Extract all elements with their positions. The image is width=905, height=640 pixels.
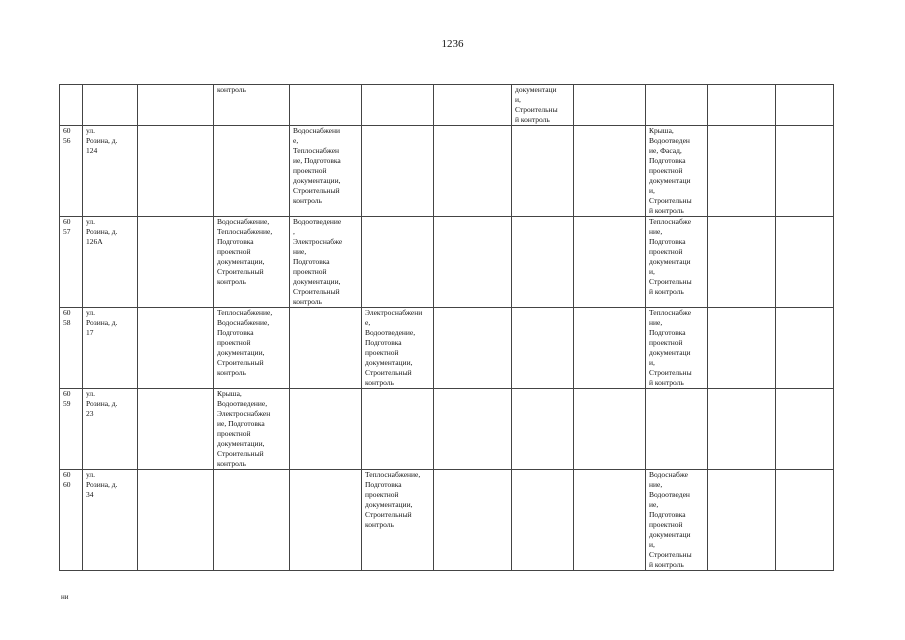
work-cell: Теплоснабжение, Подготовка проектной документации, Строительный контроль [362, 470, 434, 571]
address-cell: ул. Розина, д. 126А [83, 217, 138, 308]
work-cell [138, 308, 214, 389]
work-cell [574, 126, 646, 217]
work-cell: Водоснабже ние, Водоотведен ие, Подготовка проектной документаци и, Строительны й контроль [646, 470, 708, 571]
work-cell [434, 308, 512, 389]
repair-schedule-table [59, 84, 834, 571]
work-cell [362, 389, 434, 470]
footer-mark: ни [61, 593, 69, 601]
page-number: 1236 [441, 38, 464, 50]
work-cell [776, 217, 834, 308]
table-row [60, 217, 834, 308]
work-cell [708, 126, 776, 217]
row-number-cell [60, 85, 83, 126]
work-cell [214, 470, 290, 571]
work-cell: Водоотведение , Электроснабже ние, Подготовка проектной документации, Строительный контроль [290, 217, 362, 308]
row-number-cell: 60 59 [60, 389, 83, 470]
work-cell [434, 126, 512, 217]
table-row [60, 470, 834, 571]
table-row [60, 85, 834, 126]
address-cell [83, 85, 138, 126]
work-cell: Крыша, Водоотведен ие, Фасад, Подготовка проектной документаци и, Строительны й контроль [646, 126, 708, 217]
work-cell [708, 389, 776, 470]
work-cell [138, 126, 214, 217]
work-cell [434, 389, 512, 470]
address-cell: ул. Розина, д. 34 [83, 470, 138, 571]
work-cell: Электроснабжени е, Водоотведение, Подготовка проектной документации, Строительный контроль [362, 308, 434, 389]
work-cell [290, 470, 362, 571]
row-number-cell: 60 60 [60, 470, 83, 571]
work-cell [776, 126, 834, 217]
work-cell [776, 389, 834, 470]
work-cell: Теплоснабже ние, Подготовка проектной документаци и, Строительны й контроль [646, 308, 708, 389]
work-cell: Теплоснабже ние, Подготовка проектной документаци и, Строительны й контроль [646, 217, 708, 308]
work-cell [214, 126, 290, 217]
work-cell [574, 389, 646, 470]
work-cell [708, 85, 776, 126]
work-cell [708, 217, 776, 308]
address-cell: ул. Розина, д. 17 [83, 308, 138, 389]
work-cell [434, 85, 512, 126]
work-cell [434, 217, 512, 308]
work-cell [776, 470, 834, 571]
row-number-cell: 60 56 [60, 126, 83, 217]
work-cell [708, 470, 776, 571]
row-number-cell: 60 58 [60, 308, 83, 389]
work-cell [512, 217, 574, 308]
work-cell [646, 389, 708, 470]
work-cell [362, 126, 434, 217]
table-row [60, 308, 834, 389]
work-cell: Водоснабжени е, Теплоснабжен ие, Подготовка проектной документации, Строительный контроль [290, 126, 362, 217]
work-cell [290, 308, 362, 389]
work-cell [574, 308, 646, 389]
work-cell [290, 85, 362, 126]
work-cell: контроль [214, 85, 290, 126]
address-cell: ул. Розина, д. 23 [83, 389, 138, 470]
work-cell: документаци и, Строительны й контроль [512, 85, 574, 126]
row-number-cell: 60 57 [60, 217, 83, 308]
work-cell [574, 470, 646, 571]
work-cell [512, 126, 574, 217]
work-cell [574, 85, 646, 126]
work-cell [512, 389, 574, 470]
work-cell [138, 85, 214, 126]
work-cell [138, 470, 214, 571]
address-cell: ул. Розина, д. 124 [83, 126, 138, 217]
table-row [60, 389, 834, 470]
work-cell [290, 389, 362, 470]
work-cell [512, 470, 574, 571]
work-cell [574, 217, 646, 308]
work-cell [776, 85, 834, 126]
work-cell [646, 85, 708, 126]
table-row [60, 126, 834, 217]
work-cell [362, 217, 434, 308]
work-cell [512, 308, 574, 389]
work-cell: Теплоснабжение, Водоснабжение, Подготовка проектной документации, Строительный контроль [214, 308, 290, 389]
work-cell [138, 217, 214, 308]
work-cell [776, 308, 834, 389]
work-cell [362, 85, 434, 126]
work-cell [138, 389, 214, 470]
work-cell [434, 470, 512, 571]
work-cell [708, 308, 776, 389]
work-cell: Водоснабжение, Теплоснабжение, Подготовка проектной документации, Строительный контроль [214, 217, 290, 308]
work-cell: Крыша, Водоотведение, Электроснабжен ие, Подготовка проектной документации, Строительный контроль [214, 389, 290, 470]
